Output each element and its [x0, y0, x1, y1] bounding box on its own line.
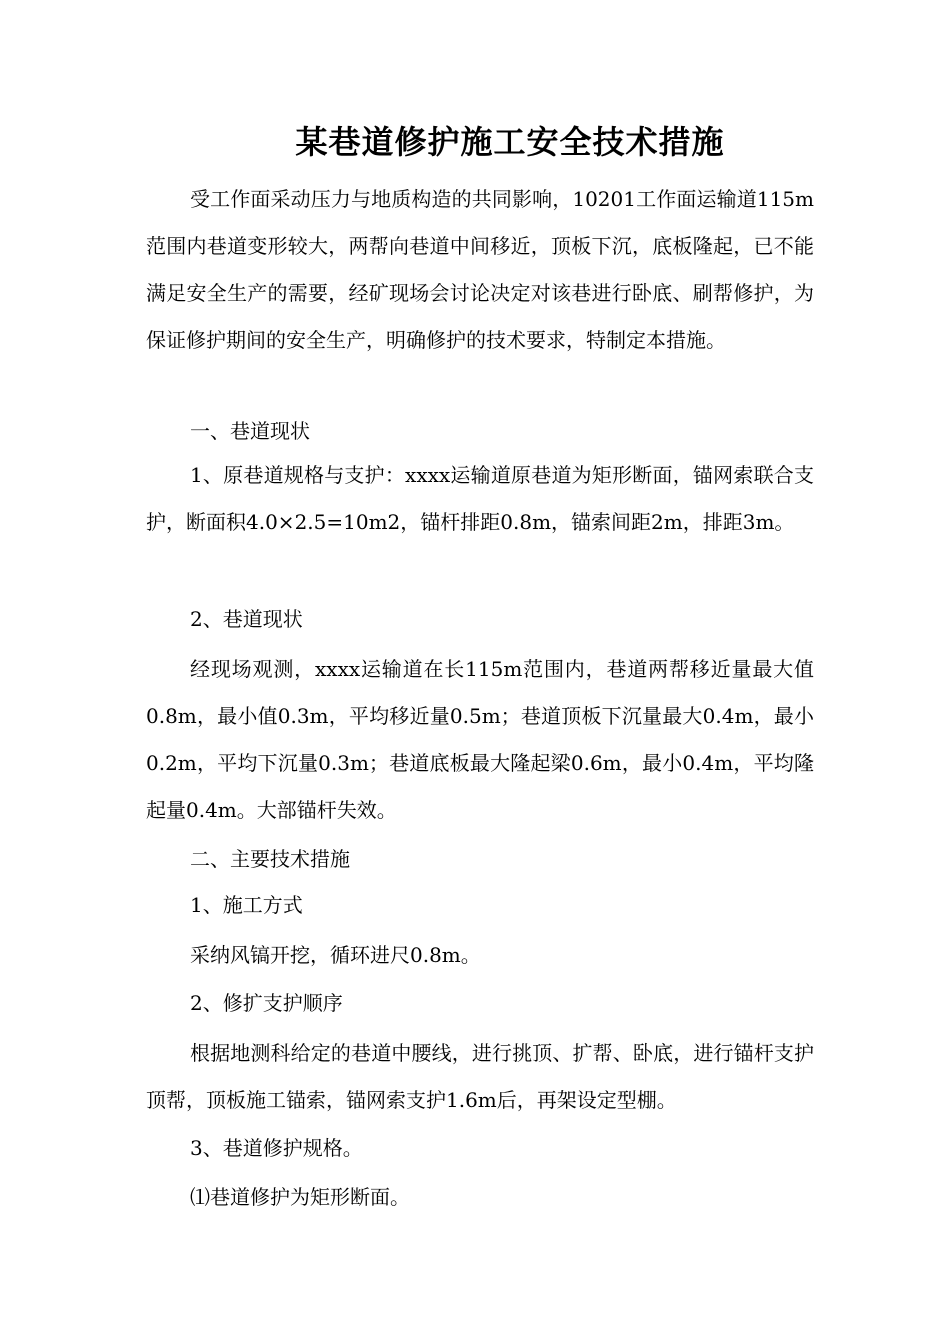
- subheading-block-roadway-status: [146, 596, 814, 643]
- section-1-heading-block: [146, 408, 814, 455]
- subheading-repair-spec: 3、巷道修护规格。: [190, 1136, 363, 1160]
- section-heading-current-status: 一、巷道现状: [190, 419, 310, 443]
- section-heading-main-measures: 二、主要技术措施: [190, 847, 350, 871]
- document-title: 某巷道修护施工安全技术措施: [295, 123, 725, 161]
- body-paragraph-intro: [146, 176, 814, 364]
- body-paragraph-observation: [146, 646, 814, 834]
- body-paragraph-original-spec: [146, 452, 814, 546]
- section-2-heading-block: [146, 836, 814, 883]
- body-paragraph-method: [146, 932, 814, 979]
- subheading-block-repair-spec: [146, 1125, 814, 1172]
- body-paragraph-support-order: [146, 1030, 814, 1124]
- paragraph-observation: 经现场观测，xxxx运输道在长115m范围内，巷道两帮移近量最大值0.8m，最小值0.3m，平均移近量0.5m；巷道顶板下沉量最大0.4m，最小0.2m，平均下沉量0.3m；巷道底板最大隆起梁0.6m，最小0.4m，平均隆起量0.4m。大部锚杆失效。: [146, 657, 814, 822]
- paragraph-method: 采纳风镐开挖，循环进尺0.8m。: [190, 943, 481, 967]
- subheading-block-support-order: [146, 980, 814, 1027]
- subheading-construction-method: 1、施工方式: [190, 893, 303, 917]
- paragraph-rectangular-section: ⑴巷道修护为矩形断面。: [190, 1185, 410, 1209]
- paragraph-original-spec: 1、原巷道规格与支护：xxxx运输道原巷道为矩形断面，锚网索联合支护，断面积4.0×2.5=10m2，锚杆排距0.8m，锚索间距2m，排距3m。: [146, 463, 814, 534]
- body-paragraph-rectangular-section: [146, 1174, 814, 1221]
- paragraph-support-order: 根据地测科给定的巷道中腰线，进行挑顶、扩帮、卧底，进行锚杆支护顶帮，顶板施工锚索，锚网索支护1.6m后，再架设定型棚。: [146, 1041, 814, 1112]
- subheading-block-construction-method: [146, 882, 814, 929]
- subheading-roadway-status: 2、巷道现状: [190, 607, 303, 631]
- subheading-support-order: 2、修扩支护顺序: [190, 991, 343, 1015]
- paragraph-intro: 受工作面采动压力与地质构造的共同影响，10201工作面运输道115m范围内巷道变形较大，两帮向巷道中间移近，顶板下沉，底板隆起，已不能满足安全生产的需要，经矿现场会讨论决定对该巷进行卧底、刷帮修护，为保证修护期间的安全生产，明确修护的技术要求，特制定本措施。: [146, 187, 814, 352]
